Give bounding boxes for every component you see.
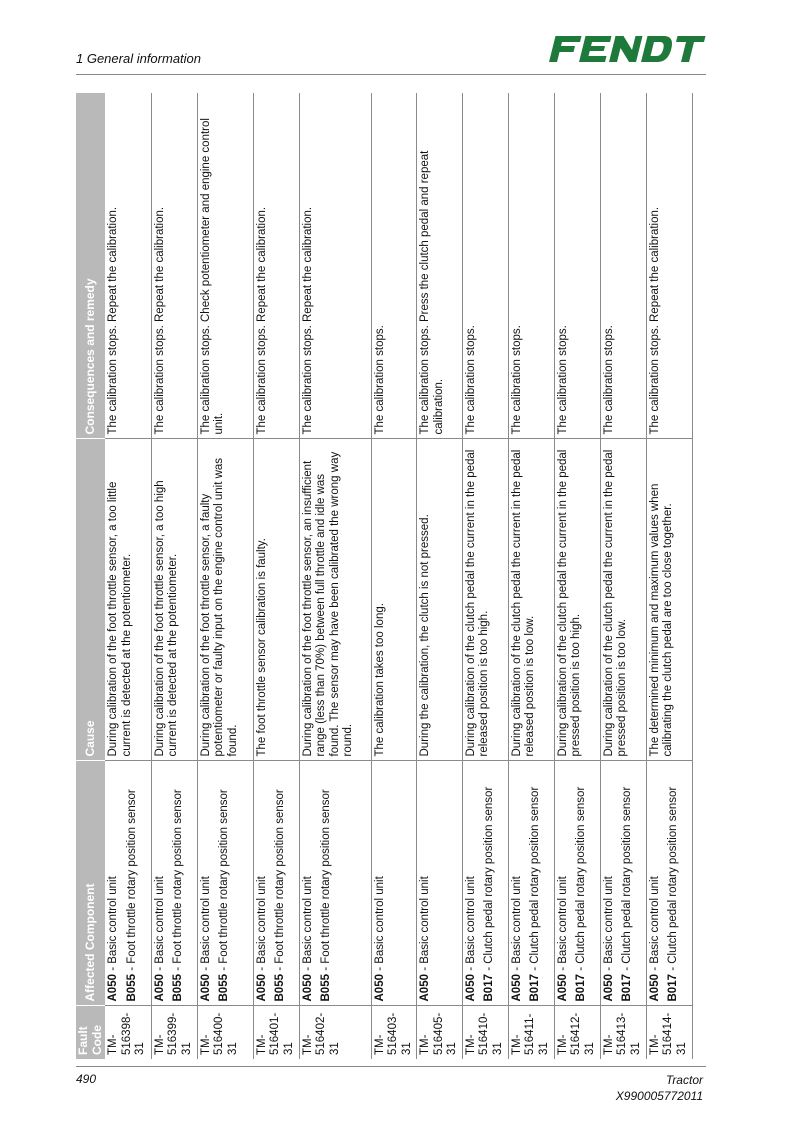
affected-component-cell bbox=[371, 761, 417, 1006]
component-code: A050 bbox=[510, 974, 523, 1002]
cause-cell: During calibration of the foot throttle sensor, a too high current is detected at the potentiometer. bbox=[151, 439, 197, 761]
component-code: B055 bbox=[218, 974, 230, 1002]
component-description: - Foot throttle rotary position sensor bbox=[218, 789, 230, 974]
cause-cell: During calibration of the foot throttle sensor, a too little current is detected at the potentiometer. bbox=[105, 439, 151, 761]
affected-component-cell bbox=[600, 761, 646, 1006]
remedy-cell: The calibration stops. Repeat the calibration. bbox=[151, 93, 197, 439]
remedy-cell: The calibration stops. bbox=[600, 93, 646, 439]
component-line bbox=[649, 766, 663, 1002]
component-line bbox=[667, 766, 681, 1002]
remedy-cell: The calibration stops. Repeat the calibration. bbox=[299, 93, 371, 439]
component-code: B055 bbox=[125, 974, 138, 1002]
component-description: - Foot throttle rotary position sensor bbox=[172, 789, 184, 974]
remedy-cell: The calibration stops. Repeat the calibration. bbox=[646, 93, 692, 439]
component-code: A050 bbox=[602, 974, 615, 1002]
fault-code-cell: TM-516411-31 bbox=[508, 1006, 554, 1059]
table-row bbox=[299, 93, 371, 1059]
component-code: B055 bbox=[320, 974, 332, 1002]
affected-component-cell bbox=[197, 761, 253, 1006]
fault-code-cell: TM-516412-31 bbox=[554, 1006, 600, 1059]
cause-cell: During calibration of the foot throttle sensor, an insufficient range (less than 70%) between full throttle and idle was found. The sensor may have been calibrated the wrong way round. bbox=[299, 439, 371, 761]
component-line bbox=[374, 766, 388, 1002]
table-row bbox=[197, 93, 253, 1059]
component-code: A050 bbox=[464, 974, 477, 1002]
component-description: - Basic control unit bbox=[602, 876, 615, 974]
table-row bbox=[151, 93, 197, 1059]
affected-component-cell bbox=[554, 761, 600, 1006]
component-description: - Foot throttle rotary position sensor bbox=[320, 789, 332, 974]
component-line bbox=[274, 766, 288, 1002]
component-line bbox=[603, 766, 617, 1002]
fault-code-cell: TM-516402-31 bbox=[299, 1006, 371, 1059]
component-code: B017 bbox=[575, 974, 587, 1002]
footer-doc-number: X990005772011 bbox=[615, 1089, 703, 1103]
remedy-cell: The calibration stops. bbox=[508, 93, 554, 439]
table-row bbox=[508, 93, 554, 1059]
component-code: A050 bbox=[199, 974, 212, 1002]
cause-cell: The determined minimum and maximum values when calibrating the clutch pedal are too close together. bbox=[646, 439, 692, 761]
component-line bbox=[419, 766, 433, 1002]
component-description: - Basic control unit bbox=[510, 876, 523, 974]
component-code: A050 bbox=[419, 974, 431, 1002]
section-title: 1 General information bbox=[76, 51, 202, 66]
affected-component-cell bbox=[462, 761, 508, 1006]
table-row bbox=[417, 93, 463, 1059]
component-line bbox=[529, 766, 543, 1002]
fault-code-cell: TM-516400-31 bbox=[197, 1006, 253, 1059]
component-line bbox=[483, 766, 497, 1002]
component-description: - Basic control unit bbox=[556, 876, 569, 974]
table-row bbox=[371, 93, 417, 1059]
table-row bbox=[554, 93, 600, 1059]
cause-cell: During calibration of the clutch pedal the current in the pedal pressed position is too low. bbox=[600, 439, 646, 761]
component-description: - Clutch pedal rotary position sensor bbox=[621, 786, 633, 974]
table-body bbox=[105, 93, 692, 1059]
cause-cell: The calibration takes too long. bbox=[371, 439, 417, 761]
fault-code-cell: TM-516410-31 bbox=[462, 1006, 508, 1059]
remedy-cell: The calibration stops. Repeat the calibration. bbox=[253, 93, 299, 439]
component-line bbox=[154, 766, 168, 1002]
table-header-row bbox=[76, 93, 105, 1059]
component-line bbox=[200, 766, 214, 1002]
component-line bbox=[621, 766, 635, 1002]
fault-code-table-frame bbox=[76, 93, 686, 1059]
table-row bbox=[646, 93, 692, 1059]
component-code: A050 bbox=[107, 974, 119, 1002]
component-description: - Foot throttle rotary position sensor bbox=[274, 789, 286, 974]
component-line bbox=[218, 766, 232, 1002]
affected-component-cell bbox=[299, 761, 371, 1006]
fault-code-cell: TM-516413-31 bbox=[600, 1006, 646, 1059]
affected-component-cell bbox=[105, 761, 151, 1006]
component-description: - Basic control unit bbox=[419, 876, 431, 974]
component-code: A050 bbox=[648, 974, 661, 1002]
component-line bbox=[557, 766, 571, 1002]
fault-code-cell: TM-516398-31 bbox=[105, 1006, 151, 1059]
component-code: A050 bbox=[301, 974, 314, 1002]
fault-code-cell: TM-516414-31 bbox=[646, 1006, 692, 1059]
cause-cell: During calibration of the clutch pedal the current in the pedal pressed position is too high. bbox=[554, 439, 600, 761]
cause-cell: The foot throttle sensor calibration is faulty. bbox=[253, 439, 299, 761]
column-header-consequences-remedy: Consequences and remedy bbox=[76, 93, 105, 439]
cause-cell: During calibration of the clutch pedal the current in the pedal released position is too high. bbox=[462, 439, 508, 761]
affected-component-cell bbox=[646, 761, 692, 1006]
component-description: - Basic control unit bbox=[107, 876, 119, 974]
component-description: - Basic control unit bbox=[199, 876, 212, 974]
component-line bbox=[172, 766, 186, 1002]
component-description: - Foot throttle rotary position sensor bbox=[125, 789, 138, 974]
fault-code-cell: TM-516405-31 bbox=[417, 1006, 463, 1059]
column-header-affected-component: Affected Component bbox=[76, 761, 105, 1006]
remedy-cell: The calibration stops. bbox=[462, 93, 508, 439]
remedy-cell: The calibration stops. Press the clutch pedal and repeat calibration. bbox=[417, 93, 463, 439]
component-line bbox=[465, 766, 479, 1002]
affected-component-cell bbox=[417, 761, 463, 1006]
fault-code-table bbox=[76, 93, 693, 1059]
fault-code-cell: TM-516399-31 bbox=[151, 1006, 197, 1059]
cause-cell: During calibration of the clutch pedal the current in the pedal released position is too low. bbox=[508, 439, 554, 761]
table-row bbox=[253, 93, 299, 1059]
footer-divider bbox=[76, 1066, 706, 1067]
component-description: - Basic control unit bbox=[464, 876, 477, 974]
remedy-cell: The calibration stops. bbox=[554, 93, 600, 439]
component-line bbox=[126, 766, 140, 1002]
component-code: A050 bbox=[556, 974, 569, 1002]
column-header-cause: Cause bbox=[76, 439, 105, 761]
page-number: 490 bbox=[76, 1072, 97, 1086]
rotated-table-container bbox=[76, 93, 686, 1059]
component-description: - Basic control unit bbox=[153, 876, 166, 974]
remedy-cell: The calibration stops. Check potentiometer and engine control unit. bbox=[197, 93, 253, 439]
component-code: B017 bbox=[529, 974, 541, 1002]
component-code: A050 bbox=[255, 974, 268, 1002]
header-divider bbox=[76, 74, 706, 75]
remedy-cell: The calibration stops. bbox=[371, 93, 417, 439]
component-code: B055 bbox=[274, 974, 286, 1002]
cause-cell: During the calibration, the clutch is not pressed. bbox=[417, 439, 463, 761]
component-line bbox=[575, 766, 589, 1002]
component-description: - Clutch pedal rotary position sensor bbox=[575, 786, 587, 974]
component-line bbox=[320, 766, 334, 1002]
table-row bbox=[600, 93, 646, 1059]
component-description: - Clutch pedal rotary position sensor bbox=[483, 786, 495, 974]
component-code: B055 bbox=[172, 974, 184, 1002]
fendt-logo bbox=[546, 34, 701, 64]
component-description: - Clutch pedal rotary position sensor bbox=[667, 786, 679, 974]
component-code: B017 bbox=[667, 974, 679, 1002]
affected-component-cell bbox=[253, 761, 299, 1006]
component-description: - Basic control unit bbox=[373, 876, 386, 974]
component-description: - Basic control unit bbox=[648, 876, 661, 974]
component-code: A050 bbox=[153, 974, 166, 1002]
footer-document-info bbox=[616, 1072, 703, 1104]
affected-component-cell bbox=[151, 761, 197, 1006]
column-header-fault-code: Fault Code bbox=[76, 1006, 105, 1059]
component-code: B017 bbox=[621, 974, 633, 1002]
affected-component-cell bbox=[508, 761, 554, 1006]
component-code: A050 bbox=[373, 974, 386, 1002]
remedy-cell: The calibration stops. Repeat the calibration. bbox=[105, 93, 151, 439]
component-line bbox=[107, 766, 121, 1002]
component-description: - Basic control unit bbox=[255, 876, 268, 974]
component-line bbox=[302, 766, 316, 1002]
fault-code-cell: TM-516401-31 bbox=[253, 1006, 299, 1059]
footer-product: Tractor bbox=[665, 1073, 703, 1087]
table-row bbox=[105, 93, 151, 1059]
component-line bbox=[511, 766, 525, 1002]
component-line bbox=[256, 766, 270, 1002]
cause-cell: During calibration of the foot throttle sensor, a faulty potentiometer or faulty input on the engine control unit was found. bbox=[197, 439, 253, 761]
component-description: - Clutch pedal rotary position sensor bbox=[529, 786, 541, 974]
fault-code-cell: TM-516403-31 bbox=[371, 1006, 417, 1059]
component-description: - Basic control unit bbox=[301, 876, 314, 974]
table-row bbox=[462, 93, 508, 1059]
component-code: B017 bbox=[483, 974, 495, 1002]
